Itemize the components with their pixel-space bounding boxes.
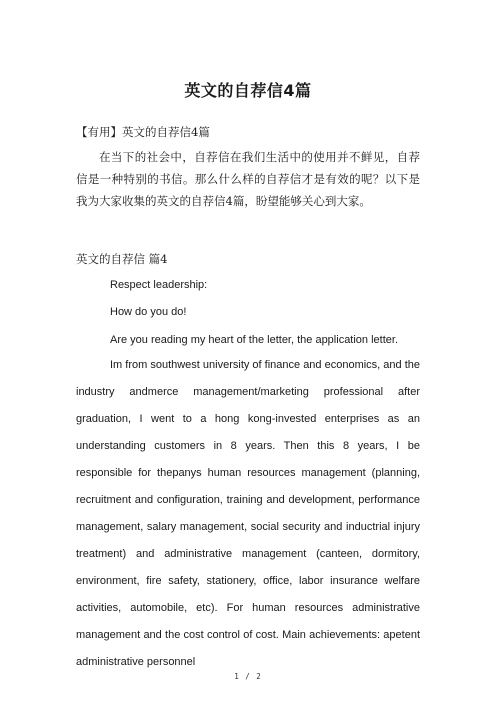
letter-greeting: How do you do! <box>110 306 187 318</box>
letter-salutation: Respect leadership: <box>110 279 208 291</box>
intro-paragraph: 在当下的社会中，自荐信在我们生活中的使用并不鲜见，自荐信是一种特别的书信。那么什么样的自荐信才是有效的呢？以下是我为大家收集的英文的自荐信4篇，盼望能够关心到大家。 <box>76 150 420 208</box>
letter-body-paragraph: Im from southwest university of finance and economics, and the industry andmerce management/marketing professional after graduation, I went to a hong kong-invested enterprises as an understanding customers in 8 years. Then this 8 years, I be responsible for thepanys human resources management (planning, recruitment and configuration, training and development, performance management, salary management, social security and inductrial injury treatment) and administrative management (canteen, dormitory, environment, fire safety, stationery, office, labor insurance welfare activities, automobile, etc). For human resources administrative management and the cost control of cost. Main achievements: apetent administrative personnel <box>76 359 420 668</box>
letter-opening-line: Are you reading my heart of the letter, the application letter. <box>110 334 399 346</box>
subtitle: 【有用】英文的自荐信4篇 <box>76 125 210 139</box>
page-title: 英文的自荐信4篇 <box>184 81 312 100</box>
section-heading: 英文的自荐信 篇4 <box>76 252 168 266</box>
page-indicator: 1 / 2 <box>234 672 262 681</box>
